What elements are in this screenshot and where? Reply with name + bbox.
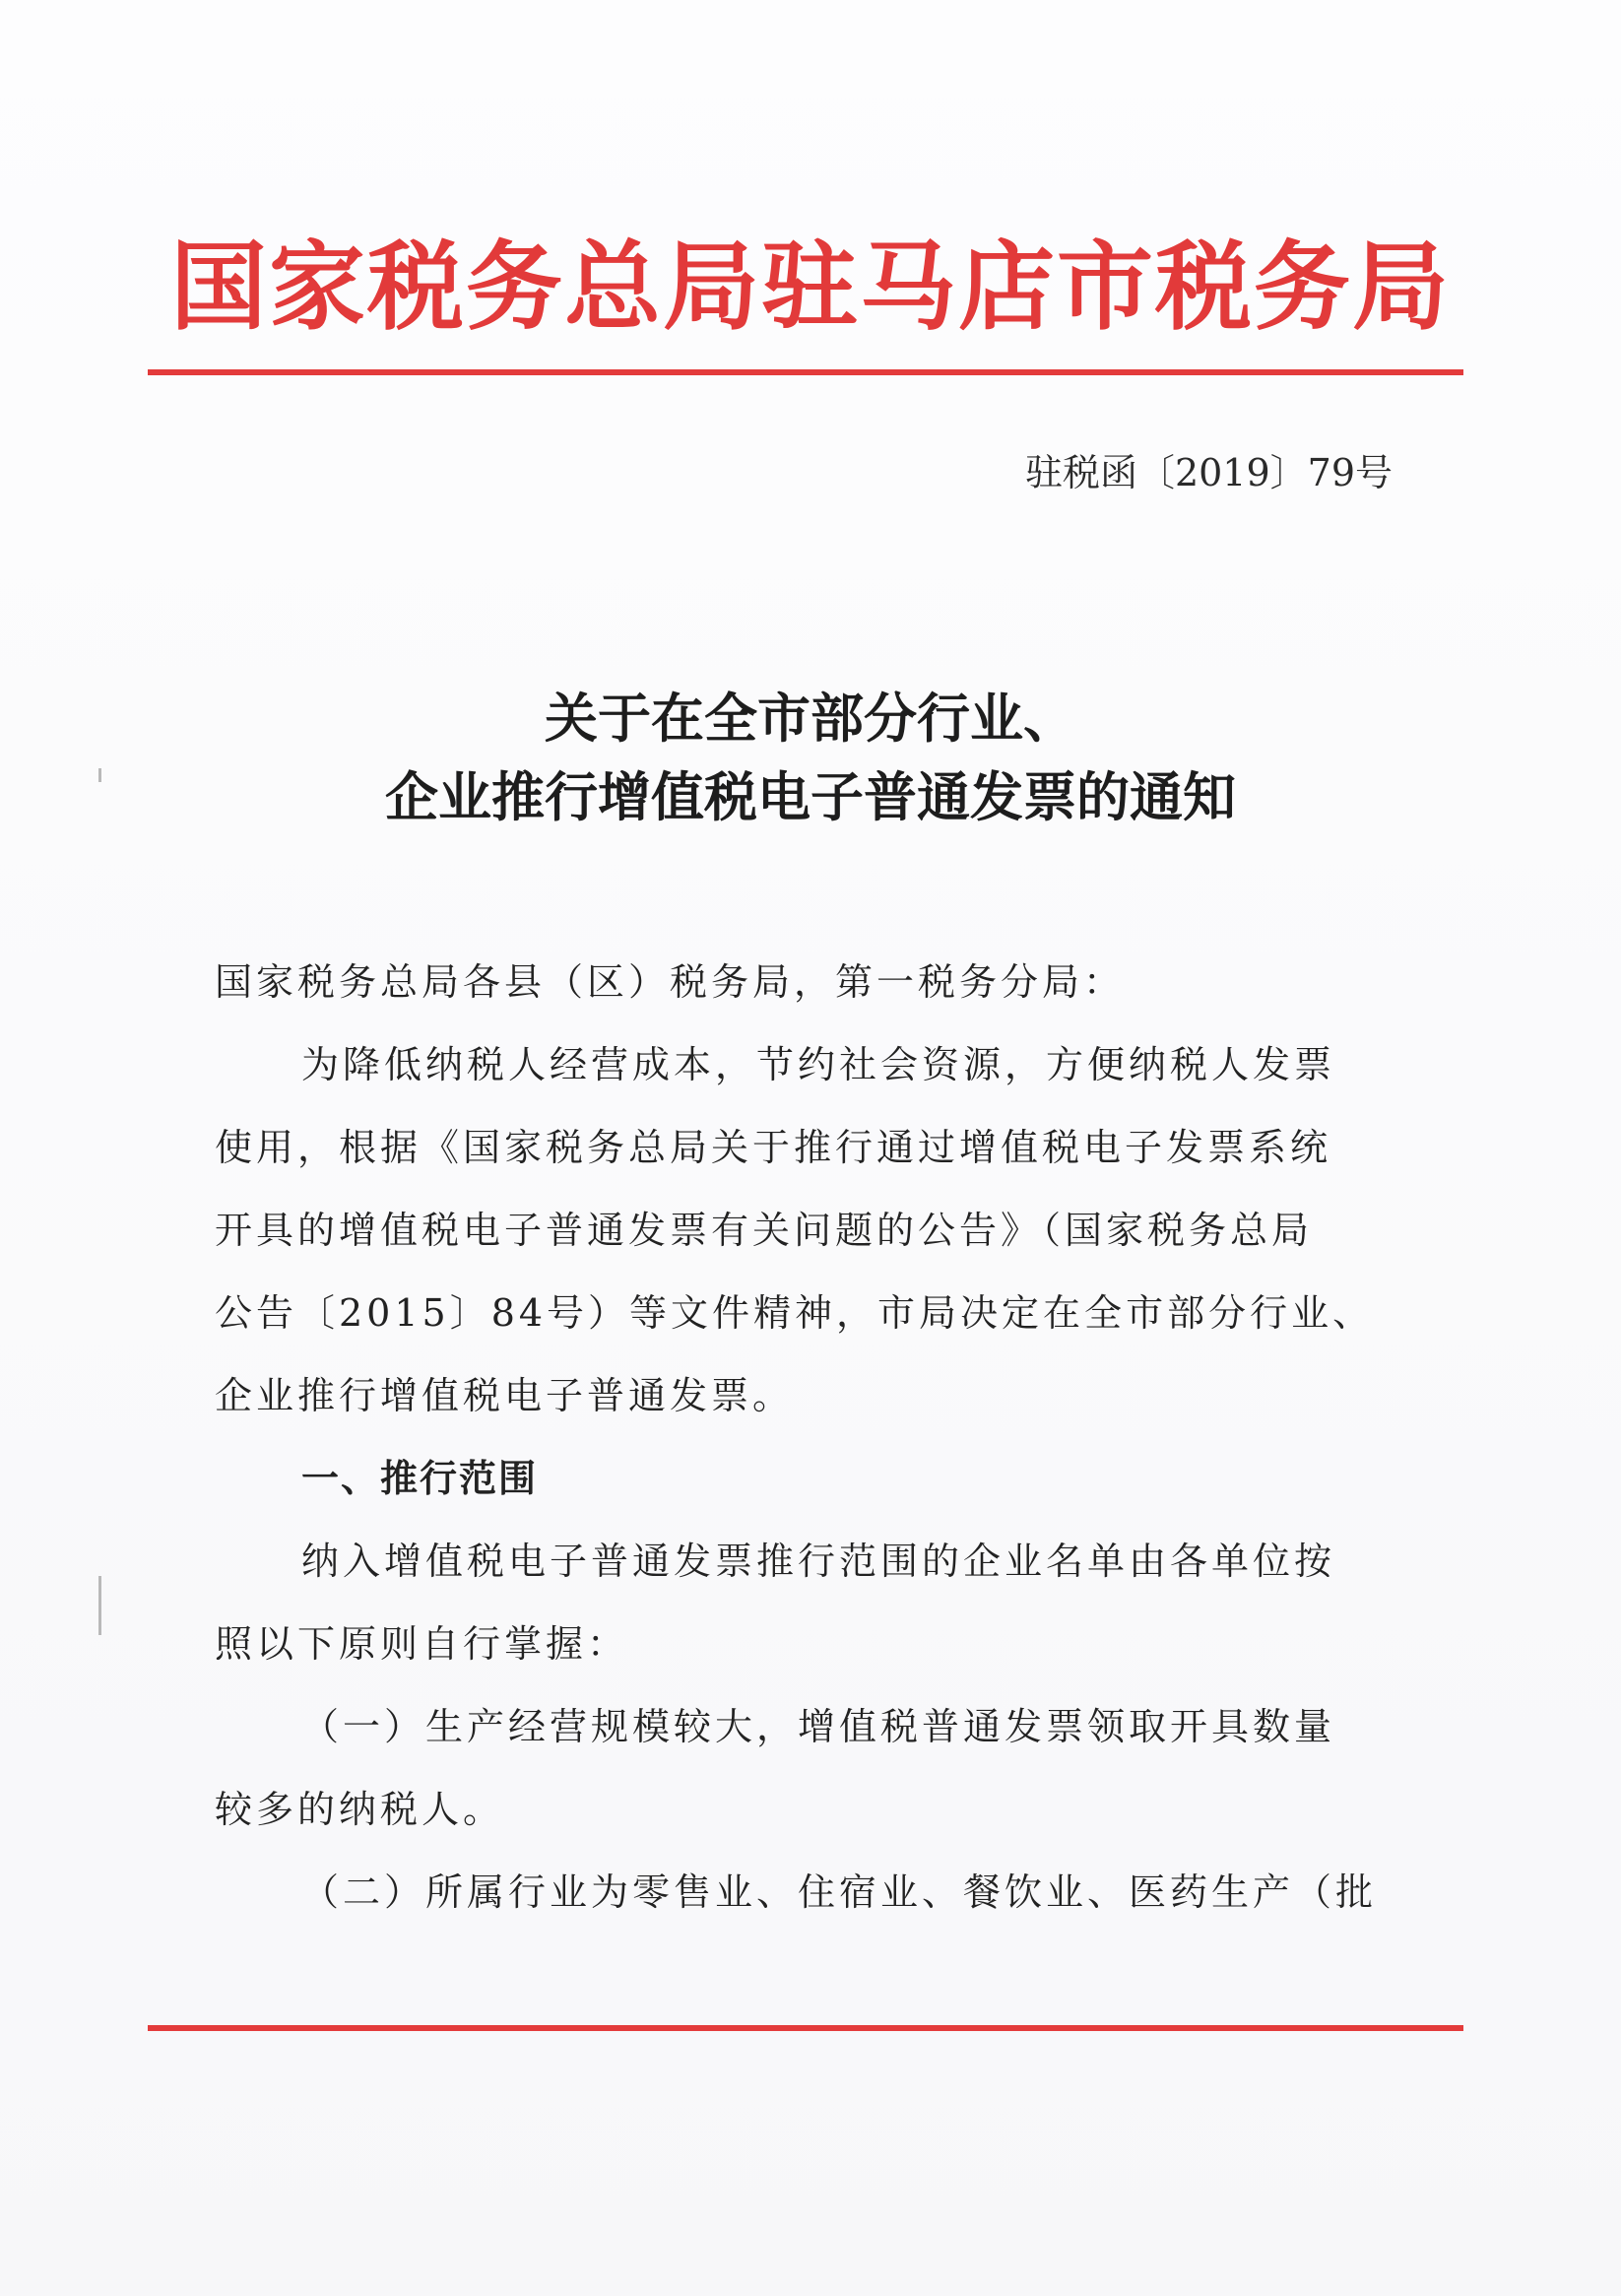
binding-mark (98, 1576, 101, 1635)
paragraph-line: 纳入增值税电子普通发票推行范围的企业名单由各单位按 (301, 1540, 1336, 1583)
section-heading: 一、推行范围 (301, 1457, 539, 1500)
paragraph-line: （二）所属行业为零售业、住宿业、餐饮业、医药生产（批 (301, 1870, 1378, 1914)
paragraph-line: 较多的纳税人。 (215, 1788, 505, 1831)
title-line-1: 关于在全市部分行业、 (545, 688, 1076, 750)
paragraph-line: 照以下原则自行掌握： (215, 1622, 629, 1666)
agency-header: 国家税务总局驻马店市税务局 (169, 231, 1451, 344)
document-number: 驻税函〔2019〕79号 (1024, 451, 1393, 494)
paragraph-line: 开具的增值税电子普通发票有关问题的公告》（国家税务总局 (215, 1209, 1314, 1252)
header-red-rule (148, 369, 1463, 375)
document-body (215, 941, 1396, 1934)
footer-red-rule (148, 2025, 1463, 2031)
paragraph-line: 公告〔2015〕84号）等文件精神，市局决定在全市部分行业、 (215, 1291, 1375, 1335)
binding-mark (98, 768, 101, 782)
paragraph-line: 企业推行增值税电子普通发票。 (215, 1374, 795, 1417)
paragraph-line: （一）生产经营规模较大，增值税普通发票领取开具数量 (301, 1705, 1336, 1748)
document-title (148, 680, 1473, 837)
paragraph-line: 为降低纳税人经营成本，节约社会资源，方便纳税人发票 (301, 1043, 1336, 1086)
title-line-2: 企业推行增值税电子普通发票的通知 (385, 766, 1236, 828)
paragraph-line: 使用，根据《国家税务总局关于推行通过增值税电子发票系统 (215, 1126, 1332, 1169)
salutation: 国家税务总局各县（区）税务局，第一税务分局： (215, 960, 1126, 1004)
